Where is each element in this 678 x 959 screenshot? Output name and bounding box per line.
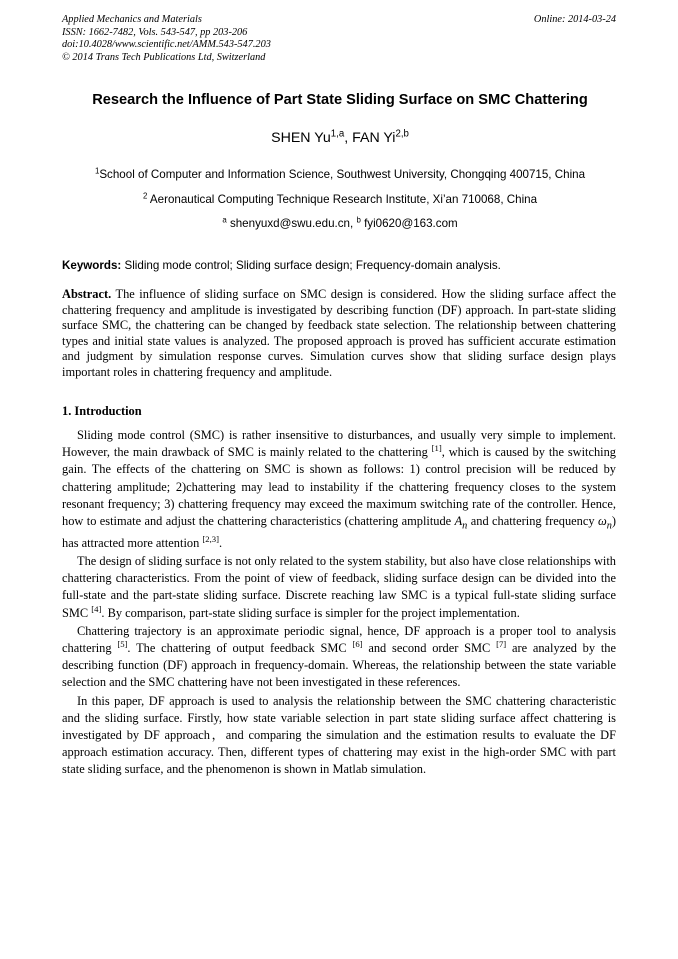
abstract-text: The influence of sliding surface on SMC design is considered. How the sliding surface affect the chattering frequency and amplitude is investigated by describing function (DF) approach. In part-state sliding surface SMC, the chattering can be changed by feedback state selection. The relationship between chattering types and initial state values is analyzed. The proposed approach is proved has sufficient accurate estimation and judgment by simulation response curves. Simulation curves show that sliding surface design plays important roles in chattering frequency and amplitude. (62, 287, 616, 379)
abstract (62, 287, 616, 381)
email-mark: b (356, 215, 361, 225)
doi-line: doi:10.4028/www.scientific.net/AMM.543-547.203 (62, 39, 271, 51)
paragraph-text: and second order SMC (362, 640, 497, 655)
affiliation-1 (30, 167, 650, 182)
abstract-label: Abstract. (62, 287, 112, 301)
keywords-label: Keywords: (62, 259, 122, 272)
paragraph (62, 623, 616, 692)
journal-name: Applied Mechanics and Materials (62, 14, 202, 25)
section-heading: 1. Introduction (62, 404, 142, 418)
online-date: Online: 2014-03-24 (533, 14, 616, 25)
affiliation-text: Aeronautical Computing Technique Research Institute, Xi’an 710068, China (149, 193, 538, 206)
symbol: ω (597, 514, 607, 529)
section-body (62, 427, 616, 780)
affiliation-mark: 2 (142, 191, 148, 201)
paragraph (62, 427, 616, 552)
paragraph-text: . The chattering of output feedback SMC (127, 640, 353, 655)
paragraph-text: Chattering trajectory is an approximate periodic signal, hence, DF approach is a proper tool to analysis chattering (62, 623, 616, 655)
affiliation-2 (30, 192, 650, 207)
paragraph-text: . By comparison, part-state sliding surface is simpler for the project implementation. (101, 605, 520, 620)
copyright-line: © 2014 Trans Tech Publications Ltd, Switzerland (62, 51, 266, 63)
paragraph-text: are analyzed by the describing function (DF) approach in frequency-domain. Whereas, the relationship between the state variable selection and the SMC chattering have not been investigated in these references. (62, 640, 616, 690)
citation: [4] (91, 603, 102, 614)
affiliation-text: School of Computer and Information Science, Southwest University, Chongqing 400715, China (99, 168, 586, 181)
paragraph: In this paper, DF approach is used to analysis the relationship between the SMC chattering characteristic and the sliding surface. Firstly, how state variable selection in part state sliding surface affect chattering is investigated by DF approach，and comparing the simulation and the estimation results to evaluate the DF approach estimation accuracy. Then, different types of chattering may exist in the high-order SMC with part state sliding surface, and the phenomenon is shown in Matlab simulation. (62, 693, 616, 777)
author-affiliation-mark: 1,a (330, 128, 345, 140)
paragraph-text: ) has attracted more attention (62, 514, 616, 550)
paragraph-text: , which is caused by the switching gain. The effects of the chattering on SMC is shown as follows: 1) control precision will be reduced by chattering amplitude; 2)chattering may lead to instability if the chattering frequency closes to the system resonant frequency; 3) chattering frequency may exceed the maximum switching rate of the controller. Hence, how to estimate and adjust the chattering characteristics (chattering amplitude (62, 445, 617, 529)
author-separator: , (344, 130, 353, 146)
author-name: FAN Yi (352, 130, 396, 146)
email-address: fyi0620@163.com (364, 217, 458, 230)
citation: [1] (431, 443, 442, 454)
citation: [6] (352, 639, 363, 650)
author-affiliation-mark: 2,b (395, 128, 409, 140)
paper-title: Research the Influence of Part State Sliding Surface on SMC Chattering (92, 92, 588, 108)
citation: [7] (496, 639, 507, 650)
citation: [5] (117, 639, 128, 650)
author-name: SHEN Yu (271, 130, 331, 146)
author-line (40, 129, 640, 147)
symbol: A (454, 514, 463, 529)
affiliation-mark: 1 (94, 166, 100, 176)
paragraph-text: and chattering frequency (467, 514, 598, 529)
symbol: n (462, 520, 468, 532)
citation: [2,3] (202, 533, 219, 544)
issn-line: ISSN: 1662-7482, Vols. 543-547, pp 203-206 (62, 26, 248, 38)
paragraph-text: . (218, 535, 223, 550)
email-mark: a (222, 215, 227, 225)
keywords (62, 258, 616, 273)
symbol: n (606, 520, 612, 532)
journal-header (62, 14, 616, 64)
email-line (30, 216, 650, 231)
paragraph-text: Sliding mode control (SMC) is rather insensitive to disturbances, and usually very simple to implement. However, the main drawback of SMC is mainly related to the chattering (62, 428, 616, 460)
keywords-text: Sliding mode control; Sliding surface design; Frequency-domain analysis. (121, 259, 501, 272)
paragraph-text: The design of sliding surface is not only related to the system stability, but also have close relationships with chattering characteristics. From the point of view of feedback, sliding surface design can be divided into the full-state and the part-state sliding surface. Discrete reaching law SMC is a typical full-state sliding surface SMC (62, 553, 616, 620)
paragraph (62, 553, 616, 622)
email-address: shenyuxd@swu.edu.cn, (229, 217, 357, 230)
